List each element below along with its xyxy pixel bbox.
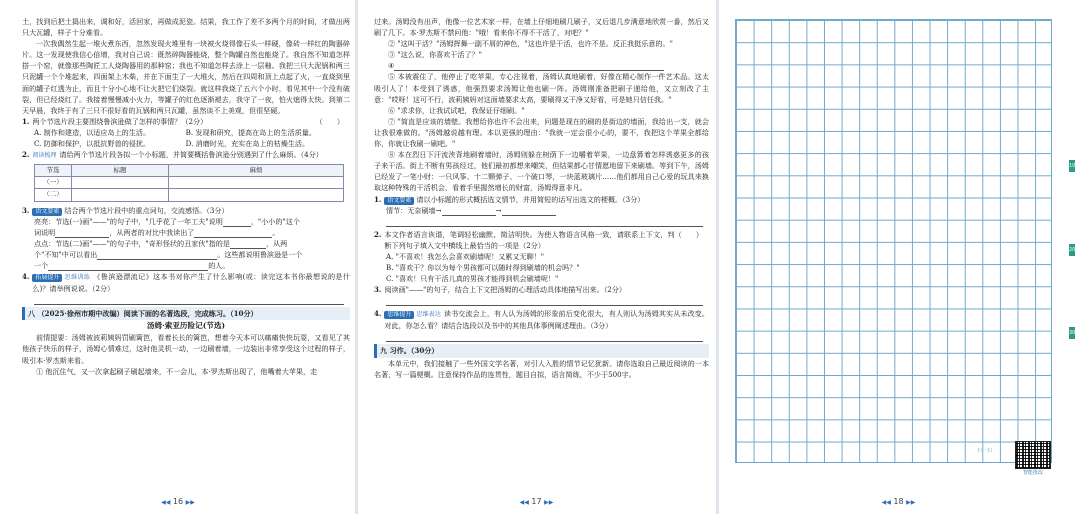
prompt-text: 亮亮：节选(一)画"——"的句子中，"几乎花了一年工夫"说明 (34, 216, 223, 226)
prompt-text: 一个 (34, 260, 49, 270)
page-number: ◀◀ 17 ▶▶ (519, 497, 554, 506)
fill-blank[interactable] (442, 207, 496, 216)
question-text: 结合两个节选片段中的重点词句，交流感悟。（3分） (64, 205, 229, 215)
question-number: 4. (22, 272, 30, 282)
option-a[interactable]: A. "不喜欢！我怎么会喜欢刷墙呢！又累又无聊！" (386, 251, 545, 261)
passage-para: 一次我偶然生起一堆火煮东西，忽然发现火堆里有一块被火烧得像石头一样硬，像砖一样红的陶器碎片。这一发现使我信心倍增，我对自己说：既然碎陶器能烧，整个陶罐自然也能烧了。我自然不知道怎样搭一个窑，就像那些陶匠工人烧陶器用的那种窑；我也不知道怎样去涂上一层釉。我把三只大泥锅和两三只泥罐一个个堆起来，四面架上木柴，并在下面生了一大堆火，然后在四周和顶上点起了火，一直烧到里面的罐子红透为止，而且十分小心地不让火把它们烧裂。就这样我烧了五六个小时，看见其中一个没有破裂，但已经烧红了。我接着慢慢减小火力，等罐子的红色逐渐褪去，我守了一夜，怕火熄得太快。到第二天早晨，我终于有了三只不很好看的瓦锅和两只瓦罐，虽然谈不上美观，但很坚硬。 (22, 39, 350, 115)
fill-blank[interactable] (97, 251, 217, 260)
question-number: 2. (374, 229, 382, 239)
question-number: 2. (22, 150, 30, 160)
skill-tag: 阅读梳理 (32, 152, 57, 160)
question-text: 请以小标题的形式概括选文情节，并用简短的话写出选文的梗概。（3分） (416, 194, 645, 204)
page-17 (356, 0, 717, 514)
answer-line (22, 216, 350, 227)
question-text: 阅读画"——"的句子，结合上下文把汤姆的心理活动具体地描写出来。（2分） (384, 285, 626, 295)
answer-line[interactable] (34, 294, 344, 305)
plot-chain (374, 205, 709, 216)
qr-code-icon[interactable] (1015, 441, 1051, 469)
table-cell: （二） (35, 189, 72, 201)
fill-blank[interactable] (394, 62, 664, 71)
essay-prompt: 本单元中，我们接触了一些外国文学名著，对引人入胜的情节记忆犹新。请你选取自己最近阅读的一本名著，写一篇梗概。注意保持作品的连贯性，题目自拟，语言简练，不少于500字。 (374, 358, 709, 379)
question-3 (374, 284, 709, 295)
answer-line[interactable] (386, 216, 703, 227)
section-title: （2025·徐州市期中改编）阅读下面的名著选段，完成练习。（10分） (37, 309, 258, 319)
story-title: 汤姆·索亚历险记(节选) (146, 321, 226, 331)
page-17-body (374, 16, 709, 380)
section-9-header (374, 344, 709, 357)
element-badge: 拓展提升 (32, 274, 62, 282)
fill-blank[interactable] (230, 240, 266, 249)
fill-blank[interactable] (48, 262, 208, 271)
question-number: 3. (374, 285, 382, 295)
element-badge: 语文要素 (32, 208, 62, 216)
answer-line[interactable] (386, 331, 703, 342)
fill-blank[interactable] (194, 229, 272, 238)
answer-table (34, 164, 344, 201)
question-2-options (374, 251, 709, 284)
table-row (35, 189, 344, 201)
answer-cell[interactable] (72, 177, 169, 189)
option-d[interactable]: D. 消磨时光，充实在岛上的枯燥生活。 (185, 139, 310, 149)
question-text: 两个节选片段主要围绕鲁滨逊做了怎样的事情？（2分） (32, 116, 208, 126)
table-header: 节选 (35, 165, 72, 177)
answer-bracket[interactable]: （ ） (315, 116, 344, 126)
story-para: ② "这叫干活？"汤姆挥舞一副不屑的神色，"这也许是干活，也许不是。反正我挺乐意的。" (388, 39, 673, 49)
option-c[interactable]: C. 防御和保护，以抵抗野兽的侵扰。 (34, 139, 151, 149)
question-4 (22, 271, 350, 294)
question-2 (374, 229, 709, 251)
question-3 (22, 205, 350, 216)
table-row (35, 177, 344, 189)
option-b[interactable]: B. "喜欢干？你以为每个男孩都可以随时得到刷墙的机会吗？" (386, 262, 580, 272)
para-marker: ④ (388, 61, 395, 71)
story-para: ⑥ "求求你，让我试试吧，我保证仔细刷。" (388, 105, 525, 115)
story-para: ⑤ 本被震住了，他停止了吃苹果，专心注视着，汤姆认真地刷着，好像在精心制作一件艺术品。这太吸引人了！本受到了诱惑，他强烈要求汤姆让他也刷一阵。汤姆刚准备把刷子递给他，又立刻改了主意："哎呀！这可不行，波莉姨妈对这面墙要求太高，要刷得又干净又好看，可是她只信任我。" (374, 72, 709, 104)
story-para (374, 60, 709, 71)
grid-mark: 30 (1069, 327, 1075, 339)
prompt-text: 点点：节选(二)画"——"的句子中，"奇形怪状的丑家伙"指的是 (34, 238, 230, 248)
passage-para: 土，找到后把土捣出来，调和好，活回家，再做成泥瓷。结果，我工作了差不多两个月的时间，才做出两只大瓦罐，样子十分难看。 (22, 17, 350, 38)
answer-bracket[interactable]: （ ） (674, 229, 703, 239)
answer-line (22, 227, 350, 238)
element-badge: 语文要素 (384, 197, 414, 205)
answer-line[interactable] (386, 295, 703, 306)
fill-blank[interactable] (223, 218, 251, 227)
section-number: 九 (380, 346, 388, 356)
page-number: ◀◀ 16 ▶▶ (161, 497, 195, 506)
qr-caption: 智能批改 (1022, 470, 1043, 476)
answer-line (22, 238, 350, 249)
question-text: 请给两个节选片段各拟一个小标题，并简要概括鲁滨逊分别遇到了什么麻烦。（4分） (59, 150, 323, 160)
question-number: 1. (22, 116, 30, 126)
chain-arrow: → (495, 205, 502, 215)
page-number-text: 16 (172, 497, 184, 506)
question-text: 《鲁滨逊漂流记》这本书对你产生了什么影响(或：读完这本书你最想说的是什么)？请举例说说。（2分） (32, 272, 350, 294)
answer-cell[interactable] (169, 177, 344, 189)
skill-tag: 思维表达 (416, 311, 441, 319)
page-number-text: 18 (893, 497, 904, 506)
story-para: ① 他沉住气，又一次拿起刷子刷起墙来，不一会儿，本·罗杰斯出现了，他嘴着大苹果，走 (36, 366, 318, 376)
prompt-text: 的人。 (208, 260, 230, 270)
prompt-text: 。这些都说明鲁滨逊是一个 (217, 249, 303, 259)
option-b[interactable]: B. 发现和研究，提高在岛上的生活质量。 (185, 127, 316, 137)
fill-blank[interactable] (55, 229, 109, 238)
question-number: 3. (22, 205, 30, 215)
page-18 (717, 0, 1080, 514)
table-header: 标题 (72, 165, 169, 177)
question-4 (374, 308, 709, 331)
page-number-text: 17 (531, 497, 542, 506)
answer-cell[interactable] (169, 189, 344, 201)
answer-line (22, 249, 350, 260)
story-para: ⑧ 本在烈日下汗流浃背地刷着墙时，汤姆则躲在树荫下一边嚼着苹果，一边盘算着怎样诱惑更多的孩子来干活。街上不断有男孩经过，他们最初都想来嘲笑，但结果都心甘情愿地留下来刷墙。等到下午，汤姆已经发了一笔小财：一只风筝、十二颗弹子、一个破口琴，一块蓝玻璃片……他们都用自己心爱的玩具来换取这种特殊的干活机会，看着手里握然增长的财富，汤姆得意非凡。 (374, 150, 709, 193)
writing-grid[interactable] (735, 19, 1052, 463)
story-intro: 前情提要：汤姆被波莉姨妈罚刷篱笆，看着长长的篱笆，想着今天本可以痛痛快快玩耍，又看见了其他孩子快乐的样子，汤姆心情难过，这时他灵机一动，一边刷着墙，一边装出非常享受这个过程的样子，吸引本·罗杰斯来看。 (22, 333, 350, 365)
prompt-text: ，从两者的对比中我读出了 (109, 227, 195, 237)
prompt-text: 。 (272, 227, 280, 237)
prompt-text: 个"不知"中可以看出 (34, 249, 98, 259)
answer-cell[interactable] (72, 189, 169, 201)
question-text: 读书交流会上，有人认为汤姆的形象前后变化很大，有人则认为汤姆其实从未改变。对此，你怎么看？请结合选段以及书中的其他具体事例阐述理由。（3分） (384, 309, 709, 331)
fill-blank[interactable] (502, 207, 556, 216)
question-1 (374, 194, 709, 205)
answer-line (22, 260, 350, 271)
grid-mark: 20 (1069, 244, 1075, 256)
page-number: ◀◀ 18 ▶▶ (881, 497, 916, 506)
story-para: ⑦ "简直是应该的墙壁。我想给你也许不会出来，问题是现在的刷的是街边的墙面，我给出一支，就会让我很难做的。"汤姆越说越有理。本以更强的理由："我就一定会很小心的，要不，我把这个苹果全都给你，你就让我刷一刷吧。" (374, 116, 709, 149)
question-1 (22, 116, 350, 127)
prompt-text: 词说明 (34, 227, 56, 237)
section-title: 习作。（30分） (389, 346, 439, 356)
page-16 (0, 0, 356, 514)
table-header: 麻烦 (169, 165, 344, 177)
question-number: 4. (374, 309, 382, 319)
question-2 (22, 149, 350, 161)
option-c[interactable]: C. "喜欢！只有干活儿真的男孩才能得到机会刷墙呢！" (386, 274, 559, 284)
question-number: 1. (374, 194, 382, 204)
skill-tag: 思维训练 (64, 274, 91, 282)
story-para: ③ "这么说，你喜欢干活了？" (388, 50, 482, 60)
option-a[interactable]: A. 制作和建造，以适应岛上的生活。 (34, 127, 151, 137)
question-1-options (22, 127, 350, 149)
section-number: 八 (28, 309, 36, 319)
question-text: 本文作者语言诙谐，笔调轻松幽默、简洁明快。为使人物语言风格一致，请联系上下文，判断下列句子填入文中横线上最恰当的一项是（2分） (384, 229, 675, 250)
scan-label: 扫一扫 (977, 448, 993, 454)
prompt-text: ，从两 (265, 238, 288, 248)
story-para: 过来。汤姆没有出声，他像一位艺术家一样，在墙上仔细地刷几刷子，又后退几步满意地欣赏一番，然后又刷了几下。本·罗杰斯不禁问他："哦！看来你不得不干活了，对吧？" (374, 17, 709, 38)
section-8-header (22, 307, 350, 320)
grid-mark: 10 (1069, 160, 1075, 172)
page-16-body (22, 16, 350, 377)
prompt-text: ，"小小的"这个 (250, 216, 300, 226)
element-badge: 思维提升 (384, 311, 414, 319)
chain-start: 情节：无奈刷墙→ (386, 205, 442, 215)
table-cell: （一） (35, 177, 72, 189)
